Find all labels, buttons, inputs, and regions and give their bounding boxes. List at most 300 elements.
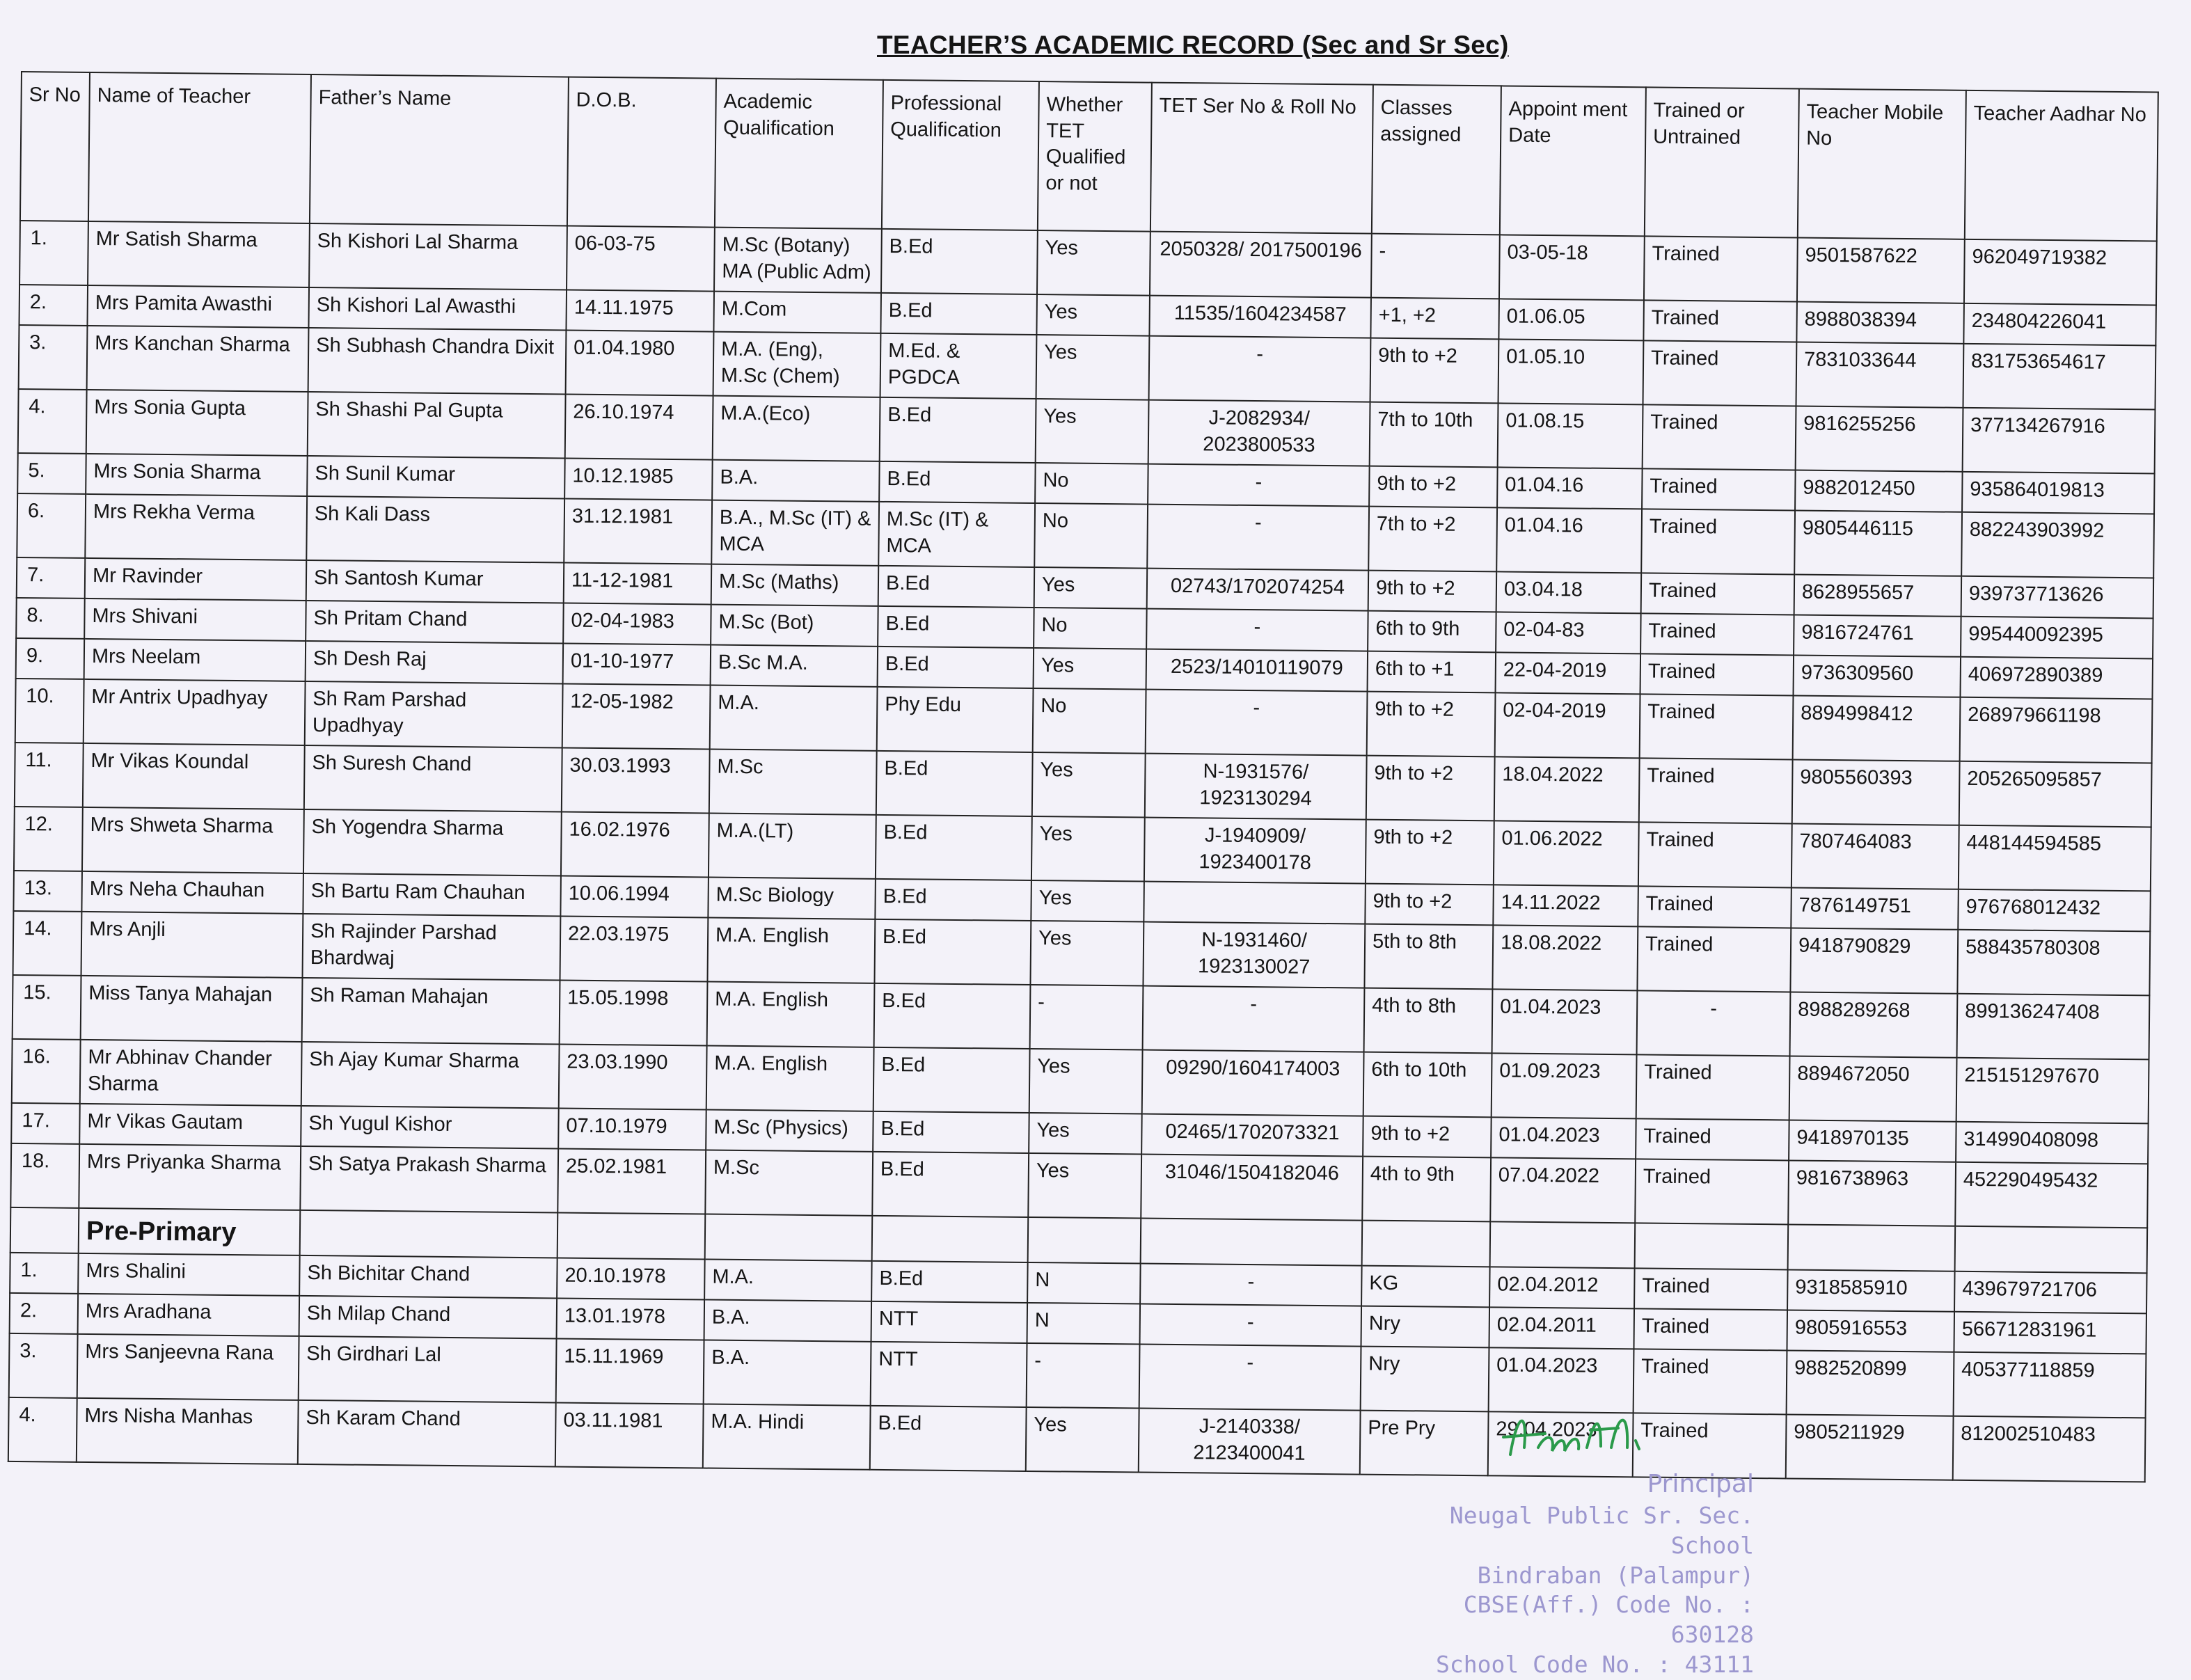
cell-academic: M.Sc (Bot) [711,605,878,647]
document-title: TEACHER’S ACADEMIC RECORD (Sec and Sr Sec) [877,31,1509,59]
cell-professional: B.Ed [880,397,1036,463]
cell-appoint: 01.05.10 [1498,339,1644,404]
cell-aadhar: 452290495432 [1955,1162,2148,1228]
cell-name: Mr Abhinav Chander Sharma [80,1040,302,1106]
cell-name: Mrs Pamita Awasthi [87,285,309,328]
cell-classes: - [1371,234,1500,299]
cell-academic: M.A. [710,686,878,751]
cell-trained: Trained [1642,468,1796,510]
cell-mobile: 9736309560 [1794,655,1961,697]
cell-professional: NTT [871,1342,1027,1407]
cell-dob: 16.02.1976 [561,812,709,878]
cell-tet-no: J-2082934/ 2023800533 [1148,400,1370,466]
column-header: Teacher Mobile No [1798,89,1966,239]
cell-aadhar: 314990408098 [1956,1122,2149,1164]
cell-classes: 9th to +2 [1368,571,1497,612]
cell-mobile: 7831033644 [1796,342,1963,408]
cell-dob: 14.11.1975 [566,290,714,332]
cell-mobile: 8894998412 [1793,695,1961,761]
cell-dob: 01.04.1980 [566,331,714,396]
cell-trained: Trained [1643,404,1796,470]
cell-father: Sh Pritam Chand [306,601,564,644]
cell-professional: B.Ed [872,1152,1029,1217]
cell-dob: 10.12.1985 [564,459,713,500]
table-header-row [20,72,2158,241]
cell-trained: Trained [1634,1309,1787,1351]
cell-professional: B.Ed [878,566,1035,608]
cell-mobile: 9805211929 [1786,1415,1954,1480]
cell-tet-no: - [1148,464,1370,507]
cell-appoint: 02-04-2019 [1495,692,1640,758]
cell-tet: Yes [1031,880,1144,922]
cell-name: Mrs Nisha Manhas [77,1398,299,1464]
cell-tet: No [1035,463,1148,505]
cell-dob: 31.12.1981 [564,499,712,564]
cell-tet: Yes [1031,816,1145,882]
cell-academic: M.A.(LT) [709,814,876,879]
cell-academic: M.A. English [706,1046,874,1111]
cell-trained: Trained [1643,340,1797,406]
stamp-cbse-code: CBSE(Aff.) Code No. : 630128 [1463,1591,1754,1649]
cell-professional: B.Ed [873,1047,1030,1113]
cell-tet: - [1027,1343,1140,1409]
column-header: Appoint ment Date [1500,86,1646,236]
pre-primary-heading: Pre-Primary [79,1208,301,1255]
cell-professional: M.Ed. & PGDCA [880,333,1037,399]
cell-mobile: 9882012450 [1795,470,1963,512]
cell-classes: Pre Pry [1360,1411,1489,1476]
cell-professional: B.Ed [876,751,1033,816]
principal-signature [1496,1399,1677,1475]
cell-professional: B.Ed [875,879,1031,921]
cell-mobile: 9501587622 [1797,238,1965,303]
cell-trained: Trained [1633,1413,1787,1479]
cell-classes: 4th to 9th [1362,1157,1491,1222]
cell-appoint: 03-05-18 [1499,235,1645,300]
cell-father: Sh Kali Dass [306,496,564,563]
cell-appoint: 01.08.15 [1498,403,1643,468]
cell-tet: Yes [1036,294,1150,336]
cell-aadhar: 995440092395 [1961,617,2153,659]
cell-appoint: 18.08.2022 [1492,925,1638,990]
stamp-principal: Principal [1647,1470,1754,1498]
column-header: TET Ser No & Roll No [1150,83,1373,234]
cell-academic: M.Sc Biology [708,878,876,919]
cell-appoint: 22-04-2019 [1496,652,1641,694]
cell-aadhar: 234804226041 [1963,303,2156,346]
column-header: Whether TET Qualified or not [1038,81,1152,232]
cell-tet: N [1027,1303,1141,1345]
cell-mobile: 9805916553 [1787,1310,1954,1352]
cell-name: Mrs Shivani [84,599,306,641]
cell-father: Sh Subhash Chandra Dixit [308,328,567,395]
cell-aadhar: 205265095857 [1959,761,2152,827]
cell-academic: B.A. [704,1300,872,1342]
cell-dob: 22.03.1975 [560,916,708,981]
cell-classes: 9th to +2 [1363,1116,1492,1158]
cell-name: Mrs Neha Chauhan [81,871,303,914]
cell-sr: 1. [10,1253,79,1294]
cell-tet-no: N-1931460/ 1923130027 [1143,922,1365,988]
cell-dob: 03.11.1981 [555,1403,704,1468]
cell-professional: M.Sc (IT) & MCA [878,502,1035,567]
cell-classes: 9th to +2 [1366,756,1495,821]
cell-tet-no: 09290/1604174003 [1142,1050,1364,1116]
cell-appoint: 02.04.2012 [1489,1267,1635,1309]
cell-trained: Trained [1643,300,1797,342]
cell-academic: M.Sc (Physics) [706,1110,873,1152]
cell-appoint: 02-04-83 [1496,612,1641,653]
cell-tet-no: - [1139,1345,1361,1411]
cell-classes: 9th to +2 [1369,466,1498,508]
cell-appoint: 01.04.16 [1496,507,1642,573]
cell-name: Mrs Neelam [84,639,306,681]
cell-aadhar: 939737713626 [1961,576,2154,619]
cell-tet-no: - [1140,1304,1362,1347]
cell-tet-no: - [1146,690,1368,756]
cell-classes: 5th to 8th [1364,924,1493,990]
cell-name: Mr Satish Sharma [88,221,310,287]
cell-tet: No [1034,608,1147,649]
cell-father: Sh Rajinder Parshad Bhardwaj [303,914,561,981]
cell-name: Mrs Priyanka Sharma [79,1144,301,1210]
cell-classes: 6th to 10th [1363,1052,1492,1118]
cell-classes: KG [1361,1266,1490,1308]
cell-academic: M.Sc [705,1150,873,1216]
cell-father: Sh Ajay Kumar Sharma [301,1042,560,1109]
cell-tet: Yes [1036,335,1150,400]
cell-mobile: 8988289268 [1790,992,1958,1057]
cell-classes: Nry [1361,1347,1489,1412]
cell-trained: Trained [1636,1054,1790,1120]
cell-tet: Yes [1036,399,1149,464]
stamp-school-name: Neugal Public Sr. Sec. School [1449,1501,1754,1559]
cell-aadhar: 268979661198 [1960,697,2153,763]
cell-name: Mrs Rekha Verma [85,494,307,560]
cell-academic: M.Sc (Botany) MA (Public Adm) [714,228,882,293]
cell-trained: Trained [1640,613,1794,655]
column-header: Father’s Name [310,74,569,226]
cell-name: Mrs Sonia Gupta [86,390,308,456]
cell-professional: B.Ed [873,1111,1029,1153]
cell-sr: 3. [19,325,88,390]
cell-mobile: 7807464083 [1791,823,1959,889]
cell-trained: Trained [1636,1118,1789,1160]
cell-dob: 20.10.1978 [557,1258,705,1300]
cell-tet-no: - [1146,609,1368,651]
cell-academic: B.Sc M.A. [711,645,878,687]
cell-dob: 10.06.1994 [560,876,709,918]
cell-sr: 4. [8,1397,77,1462]
cell-classes: +1, +2 [1370,298,1499,340]
cell-name: Mr Antrix Upadhyay [84,679,306,745]
cell-sr: 7. [17,557,86,599]
cell-sr: 13. [13,871,82,912]
cell-professional: B.Ed [870,1406,1027,1471]
pre-primary-teachers-body [8,1253,2147,1482]
cell-tet: Yes [1030,921,1144,986]
cell-name: Mr Vikas Gautam [79,1104,301,1146]
cell-father: Sh Ram Parshad Upadhyay [305,681,563,748]
cell-trained: - [1637,990,1791,1056]
cell-tet-no: 02743/1702074254 [1147,569,1369,611]
cell-classes: 6th to 9th [1368,611,1496,653]
teacher-record-table [8,71,2159,1483]
cell-mobile: 9816724761 [1794,615,1961,656]
cell-tet-no: - [1147,505,1369,571]
cell-trained: Trained [1641,509,1795,574]
cell-sr: 14. [13,911,82,976]
cell-professional: B.Ed [880,293,1037,335]
cell-tet-no: - [1140,1264,1362,1306]
cell-trained: Trained [1641,573,1795,615]
cell-dob: 13.01.1978 [557,1299,705,1340]
cell-mobile: 9805560393 [1792,759,1960,825]
cell-professional: B.Ed [879,461,1036,503]
cell-sr: 12. [14,807,83,871]
cell-aadhar: 976768012432 [1958,889,2151,932]
cell-trained: Trained [1644,236,1798,301]
cell-name: Miss Tanya Mahajan [81,976,303,1042]
cell-classes: 9th to +2 [1365,884,1494,926]
cell-appoint: 01.06.2022 [1494,821,1639,886]
cell-mobile: 9418970135 [1789,1120,1956,1162]
cell-tet-no: N-1931576/ 1923130294 [1145,754,1367,820]
cell-sr: 11. [15,743,84,807]
cell-tet-no: - [1143,986,1365,1052]
column-header: Trained or Untrained [1645,87,1799,237]
cell-academic: M.A. English [707,918,875,983]
cell-mobile: 8628955657 [1794,574,1962,616]
cell-aadhar: 812002510483 [1953,1416,2146,1482]
cell-dob: 01-10-1977 [563,644,711,686]
cell-trained: Trained [1634,1349,1787,1415]
cell-trained: Trained [1635,1159,1789,1224]
cell-professional: B.Ed [876,815,1032,880]
cell-academic: M.A. (Eng), M.Sc (Chem) [713,332,881,397]
cell-trained: Trained [1639,758,1793,823]
cell-aadhar: 215151297670 [1956,1058,2149,1124]
cell-trained: Trained [1640,653,1794,695]
cell-trained: Trained [1634,1269,1788,1310]
cell-sr: 10. [15,679,84,743]
cell-name: Mr Ravinder [85,558,307,601]
cell-name: Mr Vikas Koundal [83,743,305,809]
cell-appoint: 01.04.2023 [1492,989,1638,1054]
cell-tet: Yes [1037,230,1150,296]
cell-tet-no: - [1149,336,1371,402]
cell-trained: Trained [1637,926,1791,992]
cell-father: Sh Satya Prakash Sharma [300,1146,558,1213]
cell-name: Mrs Anjli [81,912,303,978]
cell-appoint: 01.04.2023 [1489,1348,1634,1413]
cell-tet: Yes [1032,752,1146,818]
cell-tet-no: 31046/1504182046 [1141,1155,1363,1221]
cell-classes: 9th to +2 [1366,820,1494,885]
cell-appoint: 29.04.2023 [1488,1412,1634,1477]
cell-sr: 6. [17,493,86,558]
cell-dob: 02-04-1983 [563,603,711,645]
cell-professional: Phy Edu [877,687,1034,752]
cell-father: Sh Kishori Lal Sharma [309,223,567,290]
record-table-wrapper [8,71,2158,1483]
cell-father: Sh Kishori Lal Awasthi [308,287,567,331]
cell-tet-no: J-1940909/ 1923400178 [1144,818,1366,884]
cell-appoint: 01.04.16 [1497,467,1643,509]
column-header: D.O.B. [567,77,716,228]
cell-tet: Yes [1026,1407,1139,1473]
cell-sr: 4. [18,389,87,454]
cell-dob: 15.05.1998 [560,980,708,1045]
cell-appoint: 14.11.2022 [1493,885,1638,926]
cell-appoint: 01.06.05 [1498,299,1644,340]
cell-father: Sh Karam Chand [298,1400,556,1467]
cell-father: Sh Milap Chand [299,1296,557,1339]
cell-professional: B.Ed [881,229,1038,294]
cell-name: Mrs Aradhana [78,1294,300,1336]
cell-classes: Nry [1361,1306,1489,1348]
cell-professional: NTT [871,1301,1028,1343]
cell-mobile: 9882520899 [1787,1351,1954,1416]
cell-dob: 26.10.1974 [565,395,713,460]
column-header: Sr No [20,72,90,221]
cell-father: Sh Shashi Pal Gupta [308,392,566,459]
cell-dob: 07.10.1979 [558,1108,706,1150]
cell-sr: 3. [9,1333,78,1398]
cell-aadhar: 882243903992 [1961,512,2154,578]
cell-appoint: 01.09.2023 [1492,1053,1637,1118]
cell-dob: 25.02.1981 [557,1148,706,1214]
cell-father: Sh Yugul Kishor [301,1106,559,1149]
cell-academic: B.A., M.Sc (IT) & MCA [711,500,879,566]
cell-academic: M.A.(Eco) [713,396,880,461]
cell-sr: 16. [12,1039,81,1104]
cell-trained: Trained [1638,886,1791,928]
cell-tet: Yes [1034,567,1148,609]
cell-academic: M.Sc [709,750,877,815]
stamp-school-code: School Code No. : 43111 [1436,1651,1754,1679]
cell-classes: 7th to 10th [1370,402,1498,468]
cell-aadhar: 935864019813 [1962,472,2155,514]
column-header: Name of Teacher [88,72,311,223]
cell-academic: M.A. Hindi [703,1404,871,1470]
cell-appoint: 18.04.2022 [1494,756,1640,822]
column-header: Classes assigned [1372,85,1501,235]
cell-sr: 15. [13,975,81,1040]
cell-sr: 18. [10,1143,79,1208]
cell-tet: Yes [1028,1153,1141,1219]
cell-tet: Yes [1029,1049,1143,1114]
column-header: Academic Qualification [715,79,883,229]
cell-sr: 9. [16,638,85,679]
cell-dob: 23.03.1990 [559,1044,707,1109]
cell-sr: 8. [16,598,85,639]
stamp-place: Bindraban (Palampur) [1477,1561,1754,1589]
cell-name: Mrs Sanjeevna Rana [77,1334,299,1400]
cell-father: Sh Raman Mahajan [302,978,560,1045]
cell-mobile: 9816738963 [1788,1160,1956,1226]
cell-name: Mrs Kanchan Sharma [87,326,309,392]
cell-trained: Trained [1638,822,1792,887]
cell-mobile: 7876149751 [1791,887,1959,929]
cell-academic: M.Com [713,292,881,333]
cell-sr: 17. [11,1103,80,1144]
cell-aadhar: 406972890389 [1960,657,2153,699]
cell-tet: No [1033,688,1146,754]
column-header: Teacher Aadhar No [1965,90,2158,241]
cell-dob: 06-03-75 [567,226,715,292]
cell-tet: - [1030,985,1144,1050]
secondary-teachers-body [10,221,2156,1228]
cell-father: Sh Bartu Ram Chauhan [303,873,561,917]
cell-tet: Yes [1034,648,1147,690]
cell-academic: M.A. English [707,982,875,1047]
cell-classes: 6th to +1 [1368,651,1496,693]
cell-aadhar: 831753654617 [1963,344,2156,410]
cell-aadhar: 899136247408 [1957,994,2150,1060]
column-header: Professional Qualification [882,80,1039,230]
cell-name: Mrs Shweta Sharma [82,807,304,873]
cell-father: Sh Suresh Chand [304,745,562,812]
cell-aadhar: 405377118859 [1954,1352,2146,1418]
cell-sr: 5. [17,453,86,494]
cell-professional: B.Ed [871,1261,1028,1303]
cell-academic: B.A. [704,1340,871,1406]
cell-father: Sh Bichitar Chand [299,1255,557,1299]
cell-aadhar: 566712831961 [1954,1312,2146,1354]
cell-appoint: 01.04.2023 [1491,1117,1636,1159]
cell-mobile: 9418790829 [1790,928,1958,993]
cell-father: Sh Sunil Kumar [307,456,565,499]
cell-tet-no: 2050328/ 2017500196 [1150,232,1372,298]
cell-dob: 12-05-1982 [562,684,711,750]
cell-tet-no [1144,882,1366,924]
cell-appoint: 02.04.2011 [1489,1308,1634,1349]
cell-father: Sh Yogendra Sharma [303,809,562,876]
cell-aadhar: 588435780308 [1957,930,2150,996]
cell-tet-no: J-2140338/ 2123400041 [1139,1409,1361,1475]
cell-aadhar: 439679721706 [1954,1271,2147,1314]
cell-sr: 2. [19,285,88,326]
cell-tet: No [1034,503,1148,569]
cell-name: Mrs Sonia Sharma [86,454,308,496]
cell-father: Sh Girdhari Lal [299,1336,557,1403]
cell-mobile: 8894672050 [1789,1056,1957,1121]
cell-aadhar: 962049719382 [1964,239,2157,306]
cell-dob: 15.11.1969 [556,1339,704,1404]
cell-academic: M.A. [704,1260,872,1301]
cell-aadhar: 448144594585 [1959,825,2151,891]
cell-tet-no: 11535/1604234587 [1149,296,1371,338]
cell-classes: 4th to 8th [1364,988,1493,1054]
cell-academic: M.Sc (Maths) [711,564,879,606]
cell-sr: 1. [19,221,88,285]
cell-father: Sh Santosh Kumar [306,560,564,603]
cell-tet: Yes [1029,1113,1142,1155]
cell-appoint: 07.04.2022 [1490,1157,1636,1223]
cell-professional: B.Ed [874,983,1031,1049]
cell-classes: 7th to +2 [1368,507,1497,572]
cell-father: Sh Desh Raj [306,641,564,684]
cell-academic: B.A. [712,460,880,502]
cell-tet-no: 2523/14010119079 [1146,649,1368,692]
cell-professional: B.Ed [874,919,1031,985]
cell-tet-no: 02465/1702073321 [1141,1114,1363,1157]
cell-name: Mrs Shalini [78,1253,300,1296]
cell-mobile: 9805446115 [1794,510,1962,576]
cell-professional: B.Ed [878,606,1034,648]
cell-professional: B.Ed [878,647,1034,688]
